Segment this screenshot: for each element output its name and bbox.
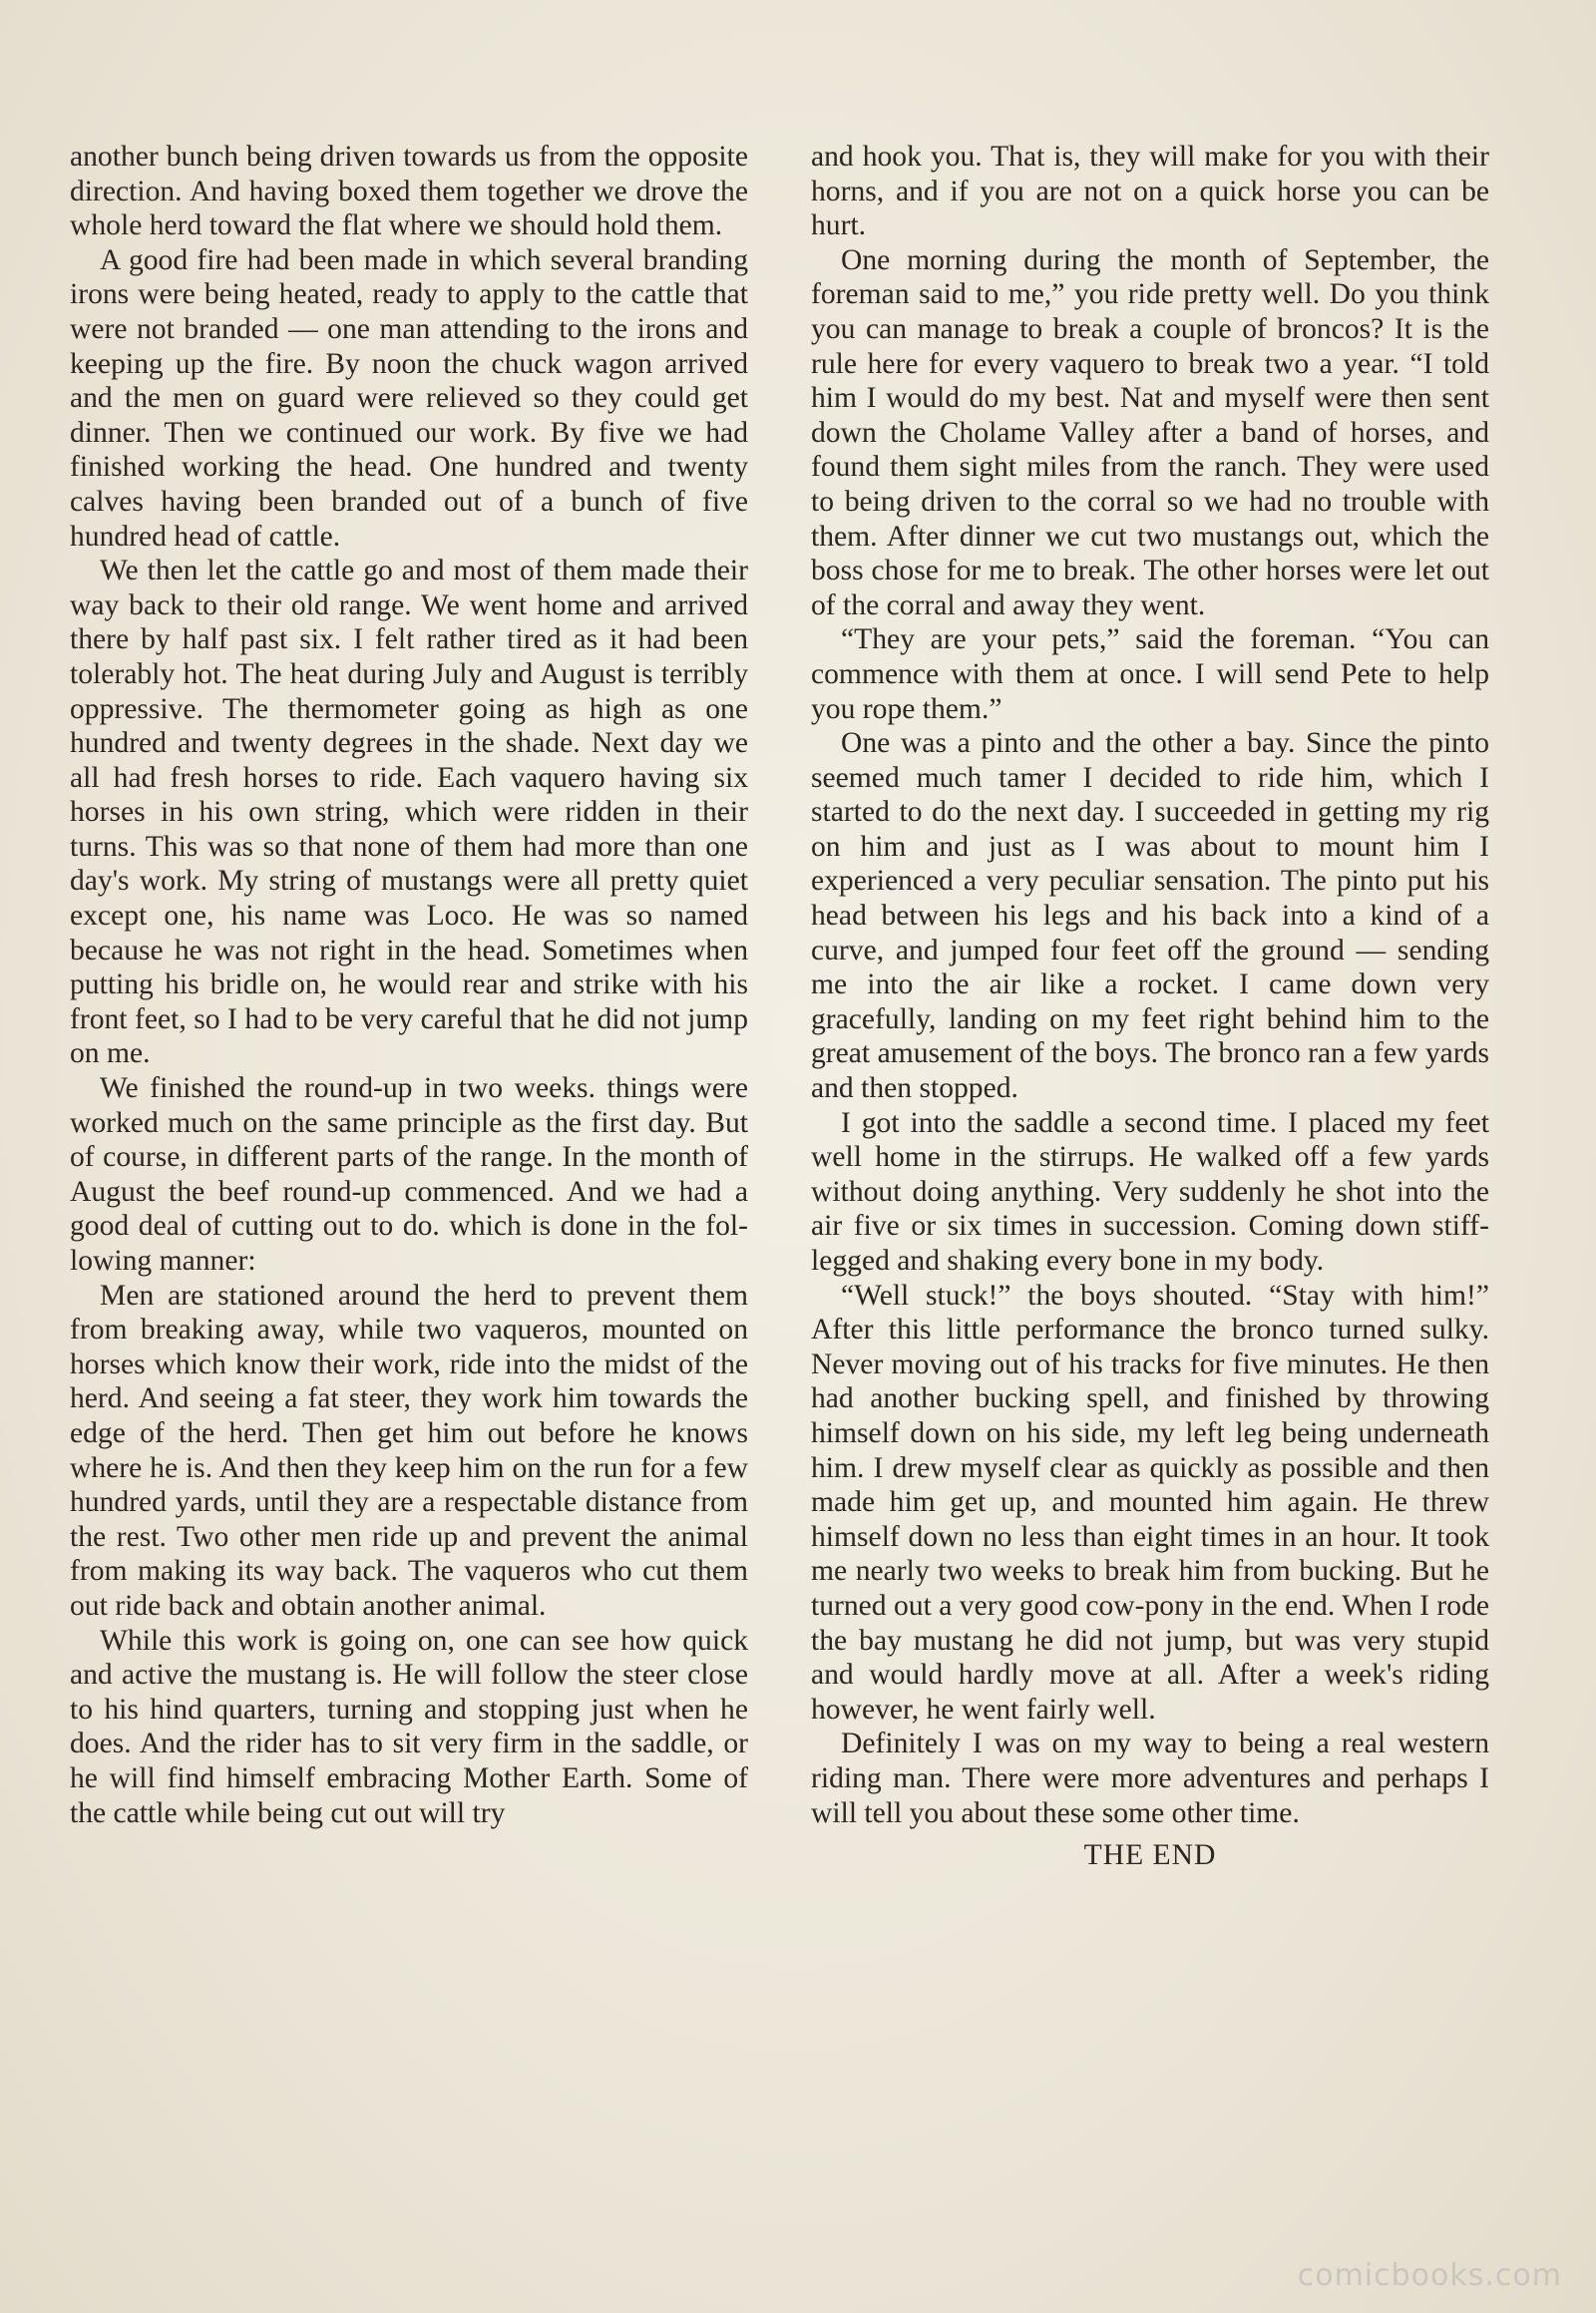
- the-end-label: THE END: [1083, 1839, 1217, 1872]
- right-text-column: [811, 140, 1489, 1873]
- site-watermark: comicbooks.com: [1297, 2258, 1562, 2293]
- left-paragraph-5: Men are stationed around the herd to prevent them from breaking away, while two vaqueros, mounted on horses which know their work, ride into the midst of the herd. And seeing a fat steer, they work him towards the edge of the herd. Then get him out before he knows where he is. And then they keep him on the run for a few hundred yards, until they are a respectable distance from the rest. Two other men ride up and prevent the animal from making its way back. The vaqueros who cut them out ride back and obtain another animal.: [70, 1279, 748, 1622]
- left-text-column: [70, 140, 748, 1830]
- right-paragraph-3: “They are your pets,” said the foreman. “You can commence with them at once. I will send Pete to help you rope them.”: [811, 623, 1489, 725]
- right-paragraph-5: I got into the saddle a second time. I placed my feet well home in the stirrups. He walked off a few yards without doing anything. Very suddenly he shot into the air five or six times in succession. Coming down stiff-legged and shaking every bone in my body.: [811, 1106, 1489, 1277]
- right-paragraph-6: “Well stuck!” the boys shouted. “Stay with him!” After this little performance the bronco turned sulky. Never moving out of his tracks for five minutes. He then had another bucking spell, and finished by throwing himself down on his side, my left leg being underneath him. I drew myself clear as quickly as possible and then made him get up, and mounted him again. He threw himself down no less than eight times in an hour. It took me nearly two weeks to break him from bucking. But he turned out a very good cow-pony in the end. When I rode the bay mustang he did not jump, but was very stupid and would hardly move at all. After a week's riding however, he went fairly well.: [811, 1279, 1489, 1726]
- left-paragraph-4: We finished the round-up in two weeks. things were worked much on the same principle as the first day. But of course, in different parts of the range. In the month of August the beef round-up commenced. And we had a good deal of cutting out to do. which is done in the following manner:: [70, 1072, 748, 1277]
- right-paragraph-4: One was a pinto and the other a bay. Since the pinto seemed much tamer I decided to ride him, which I started to do the next day. I succeeded in getting my rig on him and just as I was about to mount him I experienced a very peculiar sensation. The pinto put his head between his legs and his back into a kind of a curve, and jumped four feet off the ground — sending me into the air like a rocket. I came down very gracefully, landing on my feet right behind him to the great amusement of the boys. The bronco ran a few yards and then stopped.: [811, 727, 1489, 1105]
- right-paragraph-7: Definitely I was on my way to being a real western riding man. There were more adventures and perhaps I will tell you about these some other time.: [811, 1728, 1489, 1829]
- right-paragraph-1: and hook you. That is, they will make for you with their horns, and if you are not on a quick horse you can be hurt.: [811, 141, 1489, 242]
- left-paragraph-1: another bunch being driven towards us from the opposite direction. And having boxed them together we drove the whole herd toward the flat where we should hold them.: [70, 141, 748, 242]
- right-paragraph-2: One morning during the month of September, the foreman said to me,” you ride pretty well. Do you think you can manage to break a couple of broncos? It is the rule here for every vaquero to break two a year. “I told him I would do my best. Nat and myself were then sent down the Cholame Valley after a band of horses, and found them sight miles from the ranch. They were used to being driven to the corral so we had no trouble with them. After dinner we cut two mustangs out, which the boss chose for me to break. The other horses were let out of the corral and away they went.: [811, 243, 1489, 621]
- left-paragraph-6: While this work is going on, one can see how quick and active the mustang is. He will follow the steer close to his hind quarters, turning and stopping just when he does. And the rider has to sit very firm in the saddle, or he will find himself embracing Mother Earth. Some of the cattle while being cut out will try: [70, 1624, 748, 1829]
- left-paragraph-3: We then let the cattle go and most of them made their way back to their old range. We went home and arrived there by half past six. I felt rather tired as it had been tolerably hot. The heat during July and August is terribly oppressive. The thermometer going as high as one hundred and twenty degrees in the shade. Next day we all had fresh horses to ride. Each vaquero having six horses in his own string, which were ridden in their turns. This was so that none of them had more than one day's work. My string of mustangs were all pretty quiet except one, his name was Loco. He was so named because he was not right in the head. Sometimes when putting his bridle on, he would rear and strike with his front feet, so I had to be very careful that he did not jump on me.: [70, 555, 748, 1070]
- left-paragraph-2: A good fire had been made in which several branding irons were being heated, ready to apply to the cattle that were not branded — one man attending to the irons and keeping up the fire. By noon the chuck wagon arrived and the men on guard were relieved so they could get dinner. Then we continued our work. By five we had finished working the head. One hundred and twenty calves having been branded out of a bunch of five hundred head of cattle.: [70, 243, 748, 553]
